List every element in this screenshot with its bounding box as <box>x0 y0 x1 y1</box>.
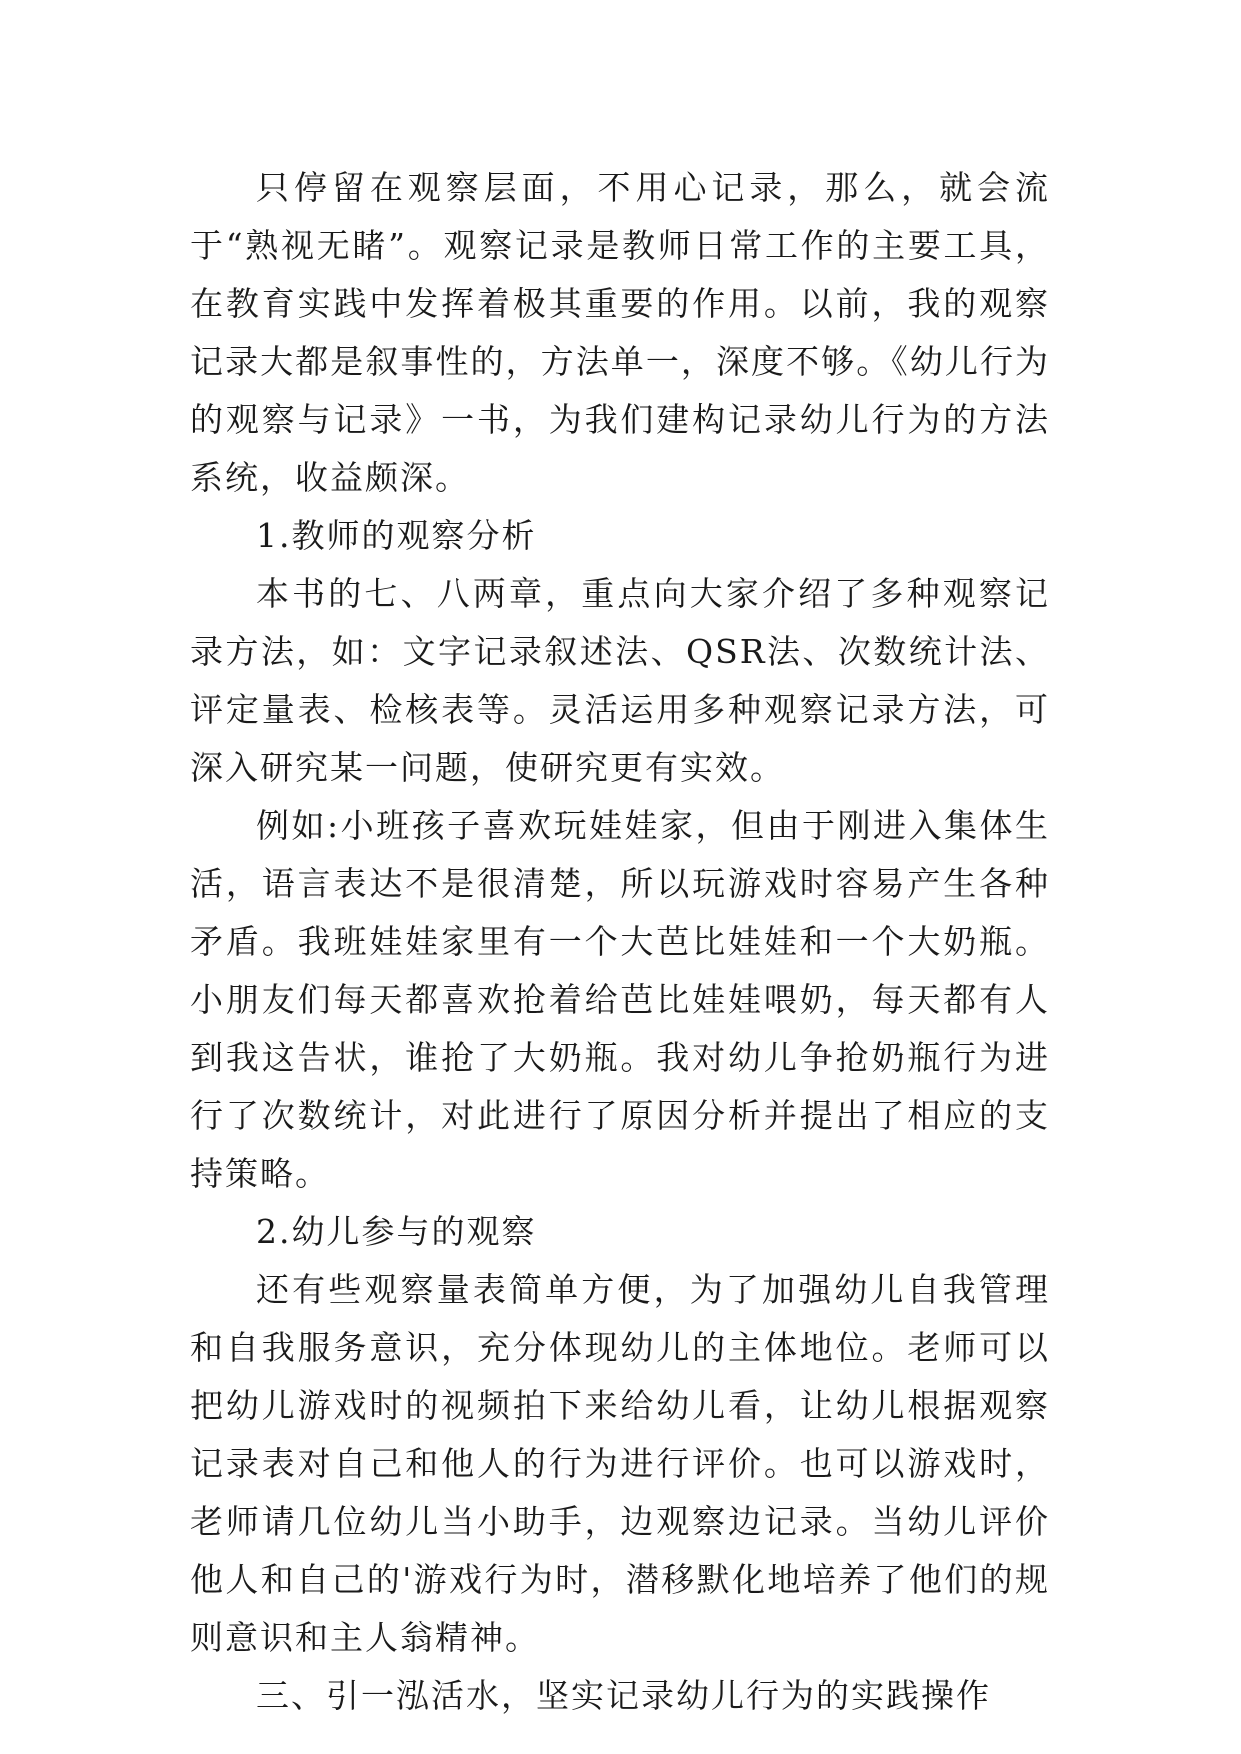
paragraph-observation-scales: 还有些观察量表简单方便，为了加强幼儿自我管理和自我服务意识，充分体现幼儿的主体地位。老师可以把幼儿游戏时的视频拍下来给幼儿看，让幼儿根据观察记录表对自己和他人的行为进行评价。也可以游戏时，老师请几位幼儿当小助手，边观察边记录。当幼儿评价他人和自己的'游戏行为时，潜移默化地培养了他们的规则意识和主人翁精神。 <box>190 1270 1050 1657</box>
section-heading-teacher-analysis: 1.教师的观察分析 <box>256 516 537 555</box>
document-body <box>190 159 1050 1725</box>
section-heading-child-participation: 2.幼儿参与的观察 <box>256 1212 537 1251</box>
section-heading-practice: 三、引一泓活水，坚实记录幼儿行为的实践操作 <box>256 1676 991 1715</box>
paragraph-recording-methods: 本书的七、八两章，重点向大家介绍了多种观察记录方法，如：文字记录叙述法、QSR法、次数统计法、评定量表、检核表等。灵活运用多种观察记录方法，可深入研究某一问题，使研究更有实效。 <box>190 574 1050 787</box>
paragraph-observation-intro: 只停留在观察层面，不用心记录，那么，就会流于“熟视无睹”。观察记录是教师日常工作的主要工具，在教育实践中发挥着极其重要的作用。以前，我的观察记录大都是叙事性的，方法单一，深度不够。《幼儿行为的观察与记录》一书，为我们建构记录幼儿行为的方法系统，收益颇深。 <box>190 168 1050 497</box>
paragraph-example: 例如:小班孩子喜欢玩娃娃家，但由于刚进入集体生活，语言表达不是很清楚，所以玩游戏时容易产生各种矛盾。我班娃娃家里有一个大芭比娃娃和一个大奶瓶。小朋友们每天都喜欢抢着给芭比娃娃喂奶，每天都有人到我这告状，谁抢了大奶瓶。我对幼儿争抢奶瓶行为进行了次数统计，对此进行了原因分析并提出了相应的支持策略。 <box>190 806 1050 1193</box>
